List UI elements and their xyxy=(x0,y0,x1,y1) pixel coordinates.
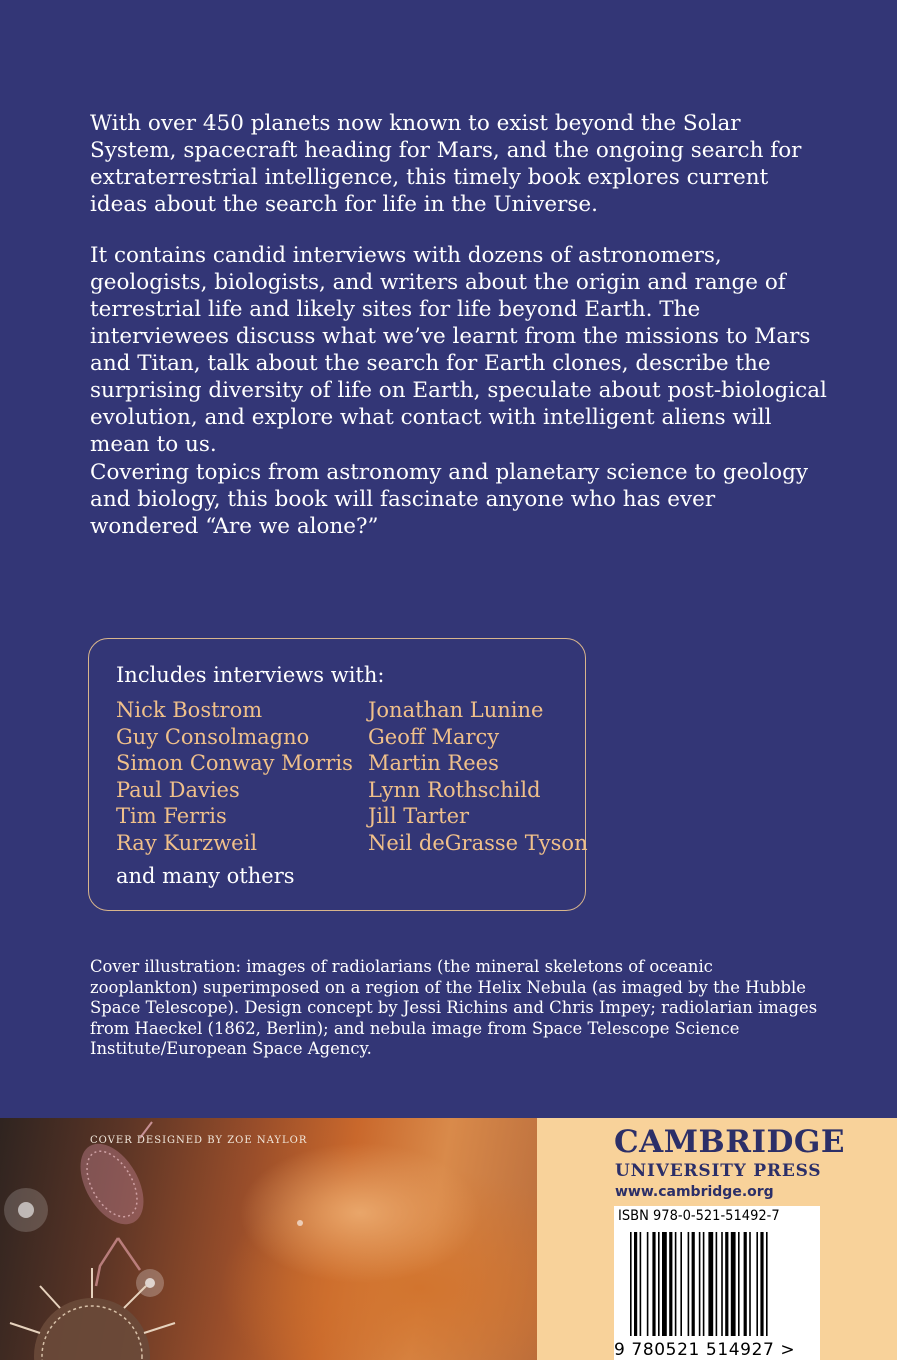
interviewee-name: Lynn Rothschild xyxy=(368,777,541,802)
interviewee-name: Jill Tarter xyxy=(368,804,470,829)
interviewee-name: Simon Conway Morris xyxy=(116,751,353,776)
publisher-subtitle: UNIVERSITY PRESS xyxy=(615,1161,822,1181)
publisher-url: www.cambridge.org xyxy=(615,1184,774,1200)
interviewee-name: Tim Ferris xyxy=(116,804,227,829)
interviewee-name: Paul Davies xyxy=(116,777,240,802)
barcode xyxy=(628,1232,808,1340)
interviewee-name: Neil deGrasse Tyson xyxy=(368,830,588,855)
interviews-box xyxy=(88,638,586,911)
interviewee-list-right xyxy=(368,697,588,857)
interviewee-name: Martin Rees xyxy=(368,751,499,776)
interviews-heading: Includes interviews with: xyxy=(116,663,385,687)
barcode-panel xyxy=(614,1206,820,1360)
interviewee-name: Nick Bostrom xyxy=(116,698,263,722)
isbn-label: ISBN 978-0-521-51492-7 xyxy=(618,1208,780,1224)
publisher-name: CAMBRIDGE xyxy=(614,1124,845,1160)
designer-credit: COVER DESIGNED BY ZOE NAYLOR xyxy=(90,1135,308,1146)
cover-artwork xyxy=(0,1118,537,1360)
blurb-paragraph-3: Covering topics from astronomy and planetary science to geology and biology, this book will fascinate anyone who has ever wondered “Are we alone?” xyxy=(90,460,808,539)
radiolarian-illustration xyxy=(0,1118,537,1360)
interviewee-name: Guy Consolmagno xyxy=(116,724,310,749)
interviewee-list-left xyxy=(116,697,353,857)
cover-illustration-credit: Cover illustration: images of radiolarians (the mineral skeletons of oceanic zooplankton) superimposed on a region of the Helix Nebula (as imaged by the Hubble Space Telescope). Design concept by Jessi Richins and Chris Impey; radiolarian images from Haeckel (1862, Berlin); and nebula image from Space Telescope Science Institute/European Space Agency. xyxy=(90,957,818,1058)
interviewee-name: Geoff Marcy xyxy=(368,724,500,749)
blurb-paragraph-2: It contains candid interviews with dozens of astronomers, geologists, biologists, and writers about the origin and range of terrestrial life and likely sites for life beyond Earth. The interviewees discuss what we’ve learnt from the missions to Mars and Titan, talk about the search for Earth clones, describe the surprising diversity of life on Earth, speculate about post-biological evolution, and explore what contact with intelligent aliens will mean to us. xyxy=(90,243,827,457)
barcode-digits: 9 780521 514927 > xyxy=(614,1340,796,1360)
interviewee-name: Jonathan Lunine xyxy=(368,698,544,722)
blurb-paragraph-1: With over 450 planets now known to exist beyond the Solar System, spacecraft heading for Mars, and the ongoing search for extraterrestrial intelligence, this timely book explores current ideas about the search for life in the Universe. xyxy=(90,111,802,217)
publisher-panel xyxy=(537,1118,897,1360)
interviewee-name: Ray Kurzweil xyxy=(116,830,258,855)
interviews-footer: and many others xyxy=(116,864,295,888)
